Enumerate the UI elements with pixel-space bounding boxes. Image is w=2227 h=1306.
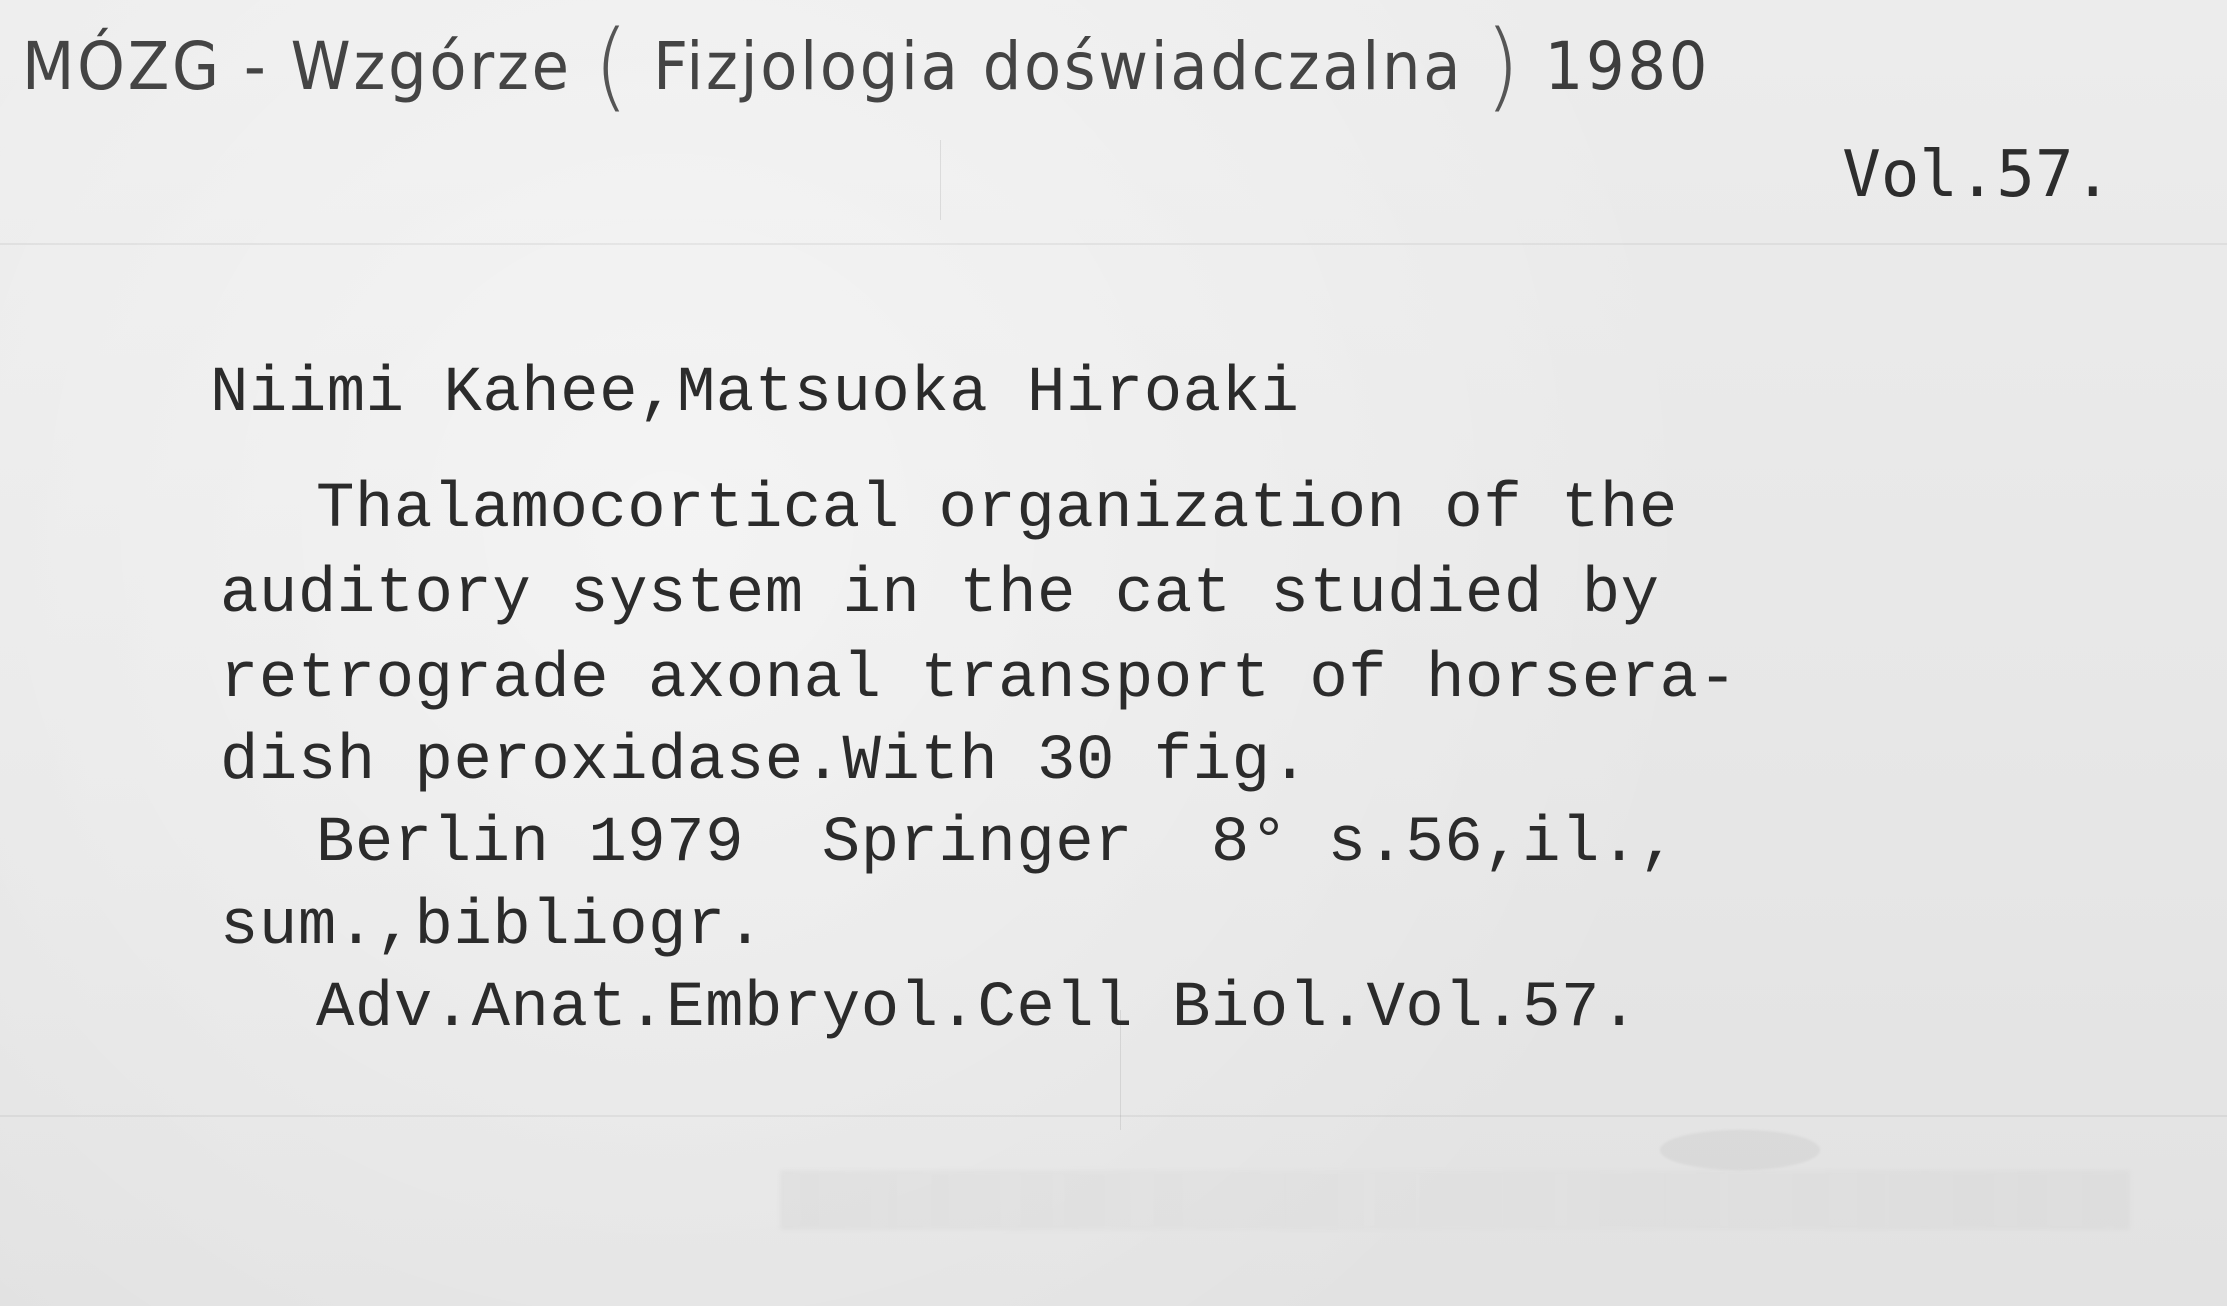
header-volume: Vol.57. (1842, 138, 2112, 212)
series-line: Adv.Anat.Embryol.Cell Biol.Vol.57. (316, 973, 1639, 1045)
title-line-2: auditory system in the cat studied by (220, 559, 1660, 631)
title-line-3: retrograde axonal transport of horsera- (220, 644, 1738, 716)
authors-line: Niimi Kahee,Matsuoka Hiroaki (210, 358, 1300, 430)
scan-line (0, 1115, 2227, 1117)
faint-reverse-text-shadow (780, 1170, 2130, 1230)
category-note: Fizjologia doświadczalna (653, 28, 1464, 105)
open-parenthesis: ( (593, 10, 632, 122)
close-parenthesis: ) (1485, 10, 1523, 122)
paper-smudge (1660, 1130, 1820, 1170)
publication-line-2: sum.,bibliogr. (220, 891, 765, 963)
handwritten-header (22, 10, 1710, 122)
publication-line-1: Berlin 1979 Springer 8° s.56,il., (316, 808, 1678, 880)
paper-mark (940, 140, 941, 220)
subject-heading: MÓZG - Wzgórze (22, 28, 572, 105)
title-line-1: Thalamocortical organization of the (316, 474, 1678, 546)
header-year: 1980 (1544, 28, 1711, 105)
title-line-4: dish peroxidase.With 30 fig. (220, 726, 1310, 798)
scan-line (0, 243, 2227, 245)
